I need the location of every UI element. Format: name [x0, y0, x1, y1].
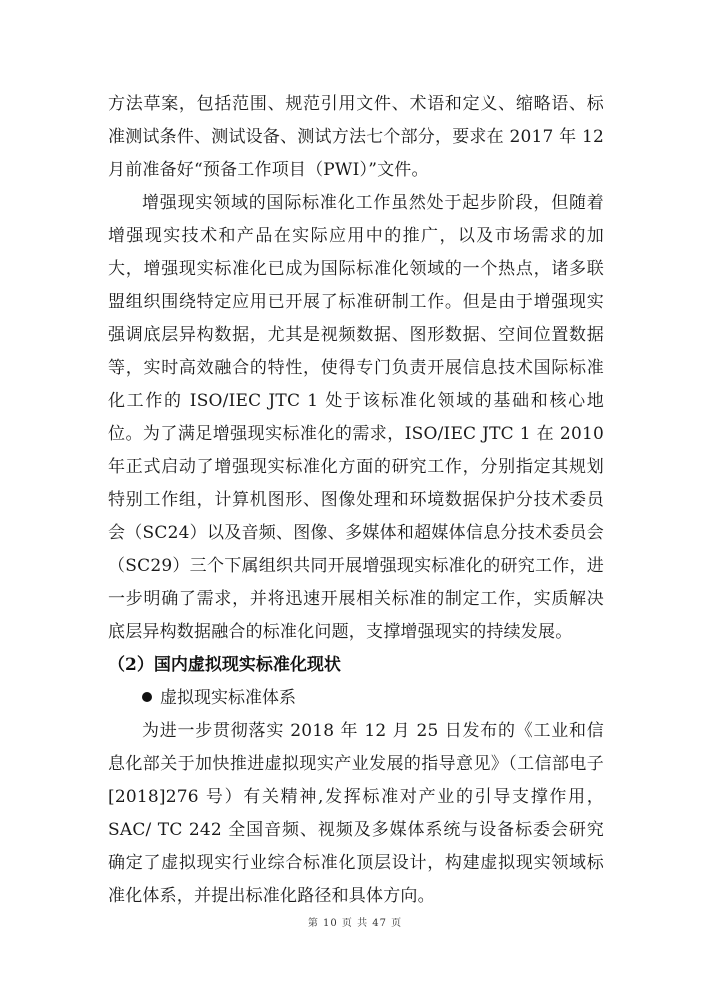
- page-footer: 第 10 页 共 47 页: [307, 918, 403, 929]
- paragraph-ar-standardization: 增强现实领域的国际标准化工作虽然处于起步阶段，但随着增强现实技术和产品在实际应用中的推广，以及市场需求的加大，增强现实标准化已成为国际标准化领域的一个热点，诸多联盟组织围绕特定应用已开展了标准研制工作。但是由于增强现实强调底层异构数据，尤其是视频数据、图形数据、空间位置数据等，实时高效融合的特性，使得专门负责开展信息技术国际标准化工作的 ISO/IEC JTC 1 处于该标准化领域的基础和核心地位。为了满足增强现实标准化的需求，ISO/IEC JTC 1 在 2010 年正式启动了增强现实标准化方面的研究工作，分别指定其规划特别工作组，计算机图形、图像处理和环境数据保护分技术委员会（SC24）以及音频、图像、多媒体和超媒体信息分技术委员会（SC29）三个下属组织共同开展增强现实标准化的研究工作，进一步明确了需求，并将迅速开展相关标准的制定工作，实质解决底层异构数据融合的标准化问题，支撑增强现实的持续发展。: [108, 193, 604, 642]
- section-heading: （2）国内虚拟现实标准化现状: [108, 655, 341, 675]
- bullet-item-label: 虚拟现实标准体系: [160, 688, 296, 708]
- document-body: [108, 88, 604, 913]
- bullet-item: [108, 682, 604, 715]
- bullet-dot-icon: [142, 692, 152, 702]
- paragraph-continued: 方法草案，包括范围、规范引用文件、术语和定义、缩略语、标准测试条件、测试设备、测试方法七个部分，要求在 2017 年 12 月前准备好“预备工作项目（PWI）”文件。: [108, 94, 604, 180]
- paragraph-vr-standard-system: 为进一步贯彻落实 2018 年 12 月 25 日发布的《工业和信息化部关于加快推进虚拟现实产业发展的指导意见》（工信部电子[2018]276 号）有关精神,发挥标准对产业的引导支撑作用，SAC/ TC 242 全国音频、视频及多媒体系统与设备标委会研究确定了虚拟现实行业综合标准化顶层设计，构建虚拟现实领域标准化体系，并提出标准化路径和具体方向。: [108, 721, 604, 906]
